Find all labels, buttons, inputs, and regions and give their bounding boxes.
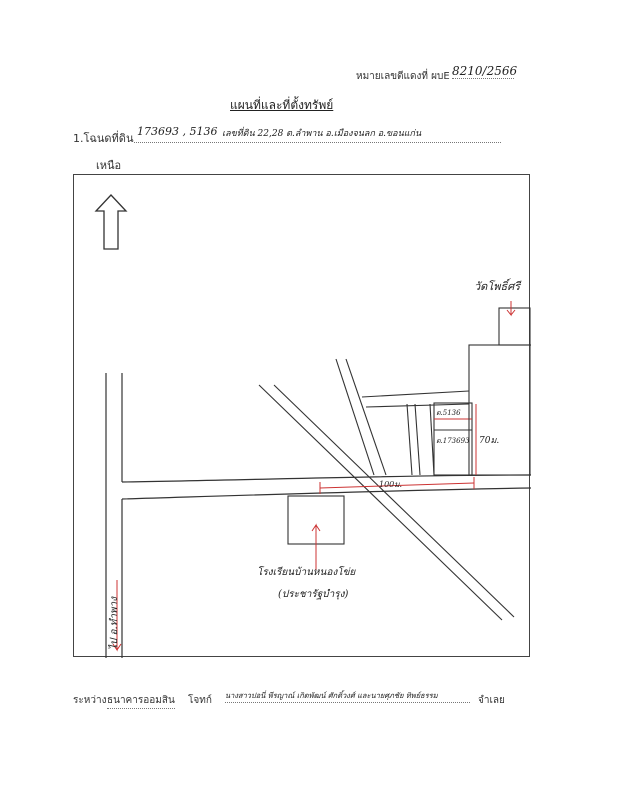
north-arrow-icon — [96, 195, 126, 249]
temple-building — [499, 308, 530, 345]
diagonal-road-1b — [274, 385, 514, 617]
diagonal-road-2a — [336, 359, 374, 475]
side-road-vertical-2 — [415, 404, 420, 475]
temple-block — [469, 345, 531, 475]
horizontal-road-top — [122, 475, 531, 482]
side-road-top-2 — [366, 404, 469, 407]
page-title: แผนที่และที่ตั้งทรัพย์ — [230, 98, 334, 112]
width-label: 70ม. — [479, 436, 500, 446]
plot-b-label: ต.173693 — [436, 437, 470, 445]
plaintiff-name: ธนาคารออมสิน — [107, 693, 175, 709]
plaintiff-label: โจทก์ — [188, 695, 212, 706]
plot-a-label: ต.5136 — [436, 409, 461, 417]
deed-label: 1.โฉนดที่ดิน — [73, 132, 134, 145]
road-destination-label: ไป อ.ทำพาง — [109, 596, 120, 650]
diagonal-road-2b — [346, 359, 386, 475]
between-label: ระหว่าง — [73, 695, 107, 706]
distance-label: 100ม. — [379, 480, 403, 489]
defendants-label: จำเลย — [478, 695, 505, 706]
defendants-names: นางสาวปอนี่ พีรญาณ์ เกิดพัฒน์ ศักดิ์วงศ์ และนายศุภชัย ทิพย์ธรรม — [225, 690, 470, 703]
deed-numbers: 173693 , 5136 — [137, 125, 218, 138]
school-arrow-icon — [312, 525, 320, 570]
diagonal-road-1a — [259, 385, 502, 620]
deed-dotted-line — [134, 141, 501, 143]
map-frame — [73, 174, 530, 657]
north-label: เหนือ — [96, 159, 122, 172]
reference-label: หมายเลขตีแดงที่ ผบE — [356, 71, 450, 82]
temple-label: วัดโพธิ์ศรี — [474, 280, 521, 293]
plot-left-boundary — [430, 404, 434, 475]
deed-location: เลขที่ดิน 22,28 ต.ลำพาน อ.เมืองจนลก อ.ขอนแก่น — [222, 129, 422, 139]
horizontal-road-bottom — [122, 488, 531, 499]
side-road-vertical — [407, 404, 412, 475]
school-name-label: โรงเรียนบ้านหนองโข่ย — [257, 567, 356, 578]
school-note-label: (ประชารัฐบำรุง) — [278, 589, 349, 600]
reference-number: 8210/2566 — [452, 64, 518, 78]
side-road-top — [362, 391, 469, 397]
site-map — [74, 175, 531, 658]
